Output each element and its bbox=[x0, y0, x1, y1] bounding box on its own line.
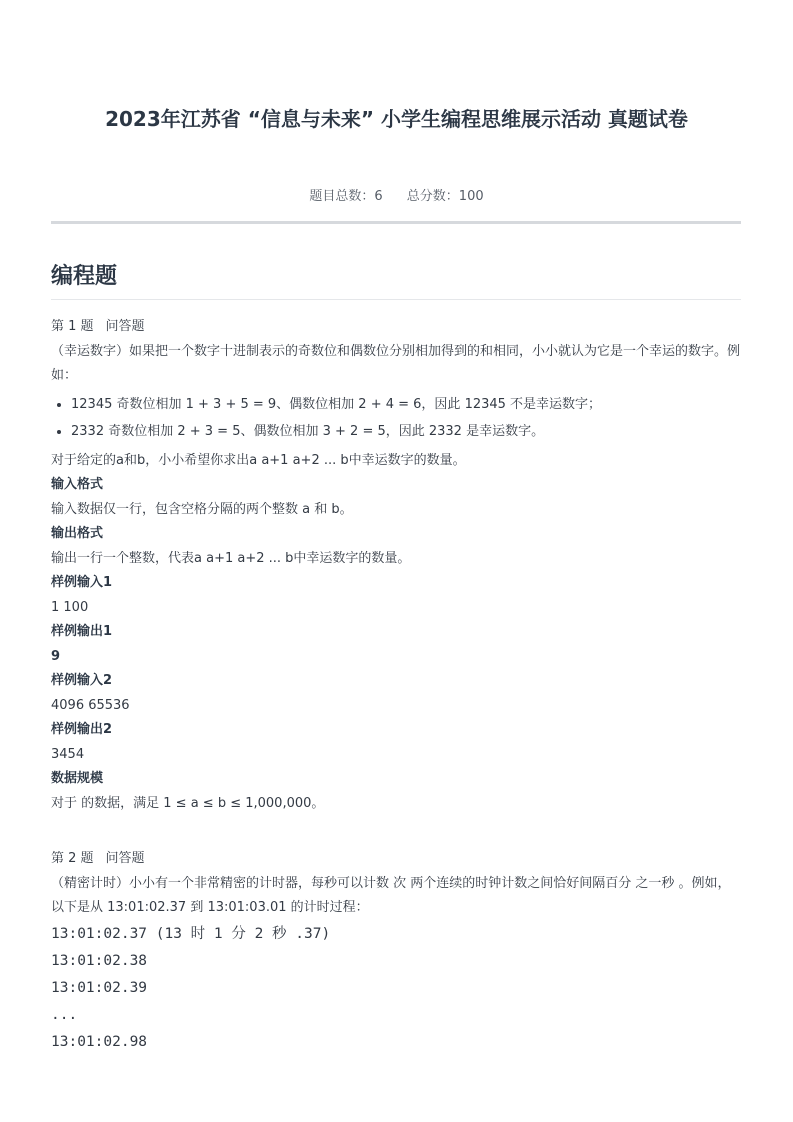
sample-output-1-heading: 样例输出1 bbox=[51, 624, 113, 639]
data-scale-text: 对于 的数据，满足 1 ≤ a ≤ b ≤ 1,000,000。 bbox=[51, 795, 325, 811]
exam-title: 2023年江苏省 “信息与未来” 小学生编程思维展示活动 真题试卷 bbox=[105, 107, 688, 131]
exam-meta bbox=[0, 185, 793, 204]
question-1-examples bbox=[51, 391, 741, 445]
timer-line: 13:01:02.98 bbox=[51, 1033, 148, 1050]
question-1-type: 问答题 bbox=[105, 319, 145, 334]
question-1-task: 对于给定的a和b，小小希望你求出a a+1 a+2 ... b中幸运数字的数量。 bbox=[51, 452, 466, 468]
timer-line: 13:01:02.37 (13 时 1 分 2 秒 .37) bbox=[51, 925, 331, 942]
output-format-heading: 输出格式 bbox=[51, 526, 104, 541]
question-2-header bbox=[51, 847, 741, 872]
sample-input-2-heading: 样例输入2 bbox=[51, 673, 113, 688]
sample-input-1: 1 100 bbox=[51, 599, 89, 615]
total-score: 总分数：100 bbox=[406, 189, 484, 204]
section-divider bbox=[51, 299, 741, 300]
timer-sequence bbox=[51, 921, 741, 1056]
question-1 bbox=[51, 315, 741, 816]
timer-line: 13:01:02.38 bbox=[51, 952, 148, 969]
timer-line: 13:01:02.39 bbox=[51, 979, 148, 996]
output-format-text: 输出一行一个整数，代表a a+1 a+2 ... b中幸运数字的数量。 bbox=[51, 550, 411, 566]
timer-line: ... bbox=[51, 1006, 78, 1023]
question-1-description: （幸运数字）如果把一个数字十进制表示的奇数位和偶数位分别相加得到的和相同，小小就认为它是一个幸运的数字。例如： bbox=[51, 343, 741, 383]
input-format-text: 输入数据仅一行，包含空格分隔的两个整数 a 和 b。 bbox=[51, 501, 353, 517]
question-2-description: （精密计时）小小有一个非常精密的计时器，每秒可以计数 次 两个连续的时钟计数之间恰好间隔百分 之一秒 。例如，以下是从 13:01:02.37 到 13:01:03.01 的计时过程： bbox=[51, 875, 731, 915]
question-1-header bbox=[51, 315, 741, 340]
sample-input-2: 4096 65536 bbox=[51, 697, 130, 713]
question-2-type: 问答题 bbox=[105, 851, 145, 866]
question-2 bbox=[51, 847, 741, 1056]
list-item: • 12345 奇数位相加 1 + 3 + 5 = 9、偶数位相加 2 + 4 = 6，因此 12345 不是幸运数字； bbox=[71, 391, 741, 418]
question-2-number: 第 2 题 bbox=[51, 851, 94, 866]
sample-output-2: 3454 bbox=[51, 746, 85, 762]
data-scale-heading: 数据规模 bbox=[51, 771, 104, 786]
question-1-number: 第 1 题 bbox=[51, 319, 94, 334]
input-format-heading: 输入格式 bbox=[51, 477, 104, 492]
section-title: 编程题 bbox=[51, 264, 118, 289]
sample-output-2-heading: 样例输出2 bbox=[51, 722, 113, 737]
sample-input-1-heading: 样例输入1 bbox=[51, 575, 113, 590]
sample-output-1: 9 bbox=[51, 648, 61, 664]
header-divider bbox=[51, 221, 741, 224]
list-item: • 2332 奇数位相加 2 + 3 = 5、偶数位相加 3 + 2 = 5，因此 2332 是幸运数字。 bbox=[71, 418, 741, 445]
total-questions: 题目总数：6 bbox=[309, 189, 383, 204]
